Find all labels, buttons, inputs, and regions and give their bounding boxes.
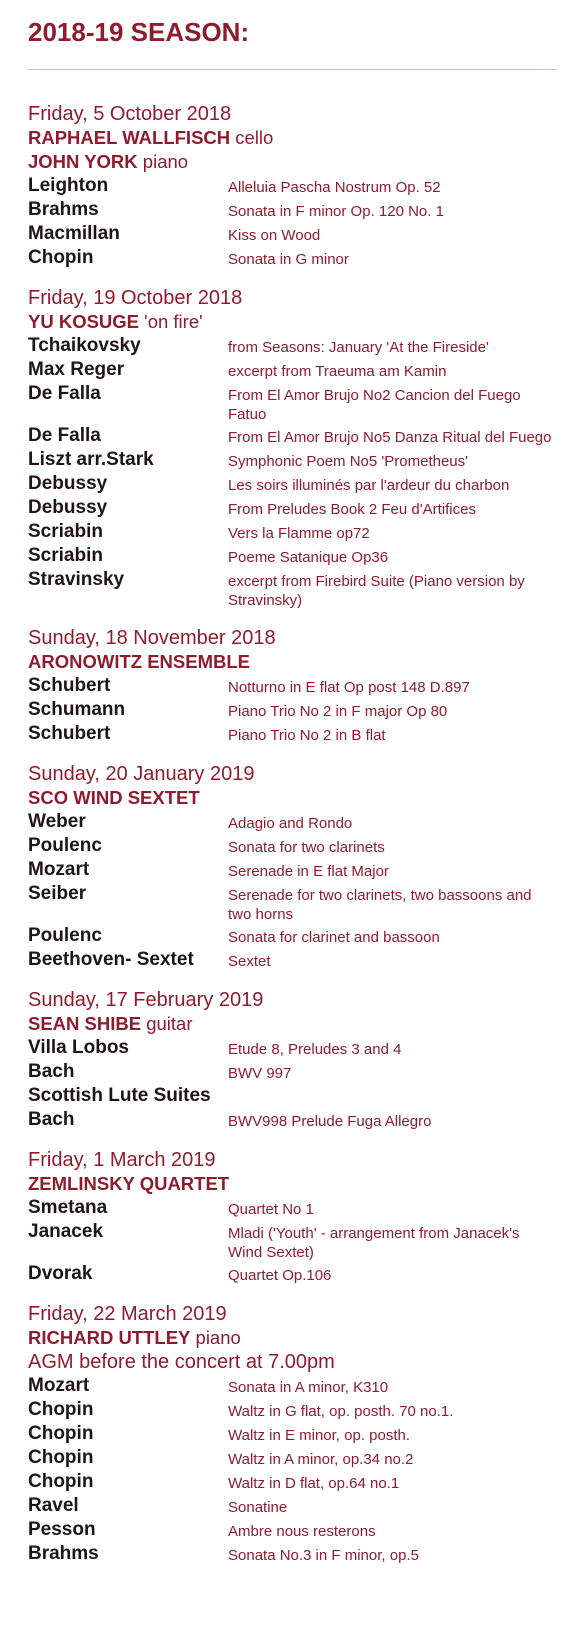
composer-name: Leighton [28, 175, 109, 196]
composer-name: Debussy [28, 497, 108, 518]
composer-name: Stravinsky [28, 569, 125, 590]
work-title: from Seasons: January 'At the Fireside' [228, 339, 489, 356]
concert-event [28, 102, 567, 270]
program-row [28, 1060, 567, 1084]
program-row [28, 882, 567, 924]
work-title: Mladi ('Youth' - arrangement from Janacek's Wind Sextet) [228, 1225, 520, 1261]
performer-name: SEAN SHIBE [28, 1013, 142, 1034]
program-row [28, 1196, 567, 1220]
event-date: Sunday, 20 January 2019 [28, 763, 255, 785]
composer-name: Dvorak [28, 1263, 93, 1284]
composer-name: Beethoven- Sextet [28, 949, 194, 970]
performer-name: RAPHAEL WALLFISCH [28, 127, 231, 148]
program-row [28, 924, 567, 948]
composer-name: Schubert [28, 675, 111, 696]
composer-name: Poulenc [28, 835, 102, 856]
work-title: Waltz in G flat, op. posth. 70 no.1. [228, 1403, 454, 1420]
composer-name: Poulenc [28, 925, 102, 946]
work-title: From El Amor Brujo No5 Danza Ritual del Fuego [228, 429, 552, 446]
work-title: BWV 997 [228, 1065, 292, 1082]
program-row [28, 1036, 567, 1060]
event-date: Sunday, 17 February 2019 [28, 989, 264, 1011]
program-row [28, 472, 567, 496]
work-title: Symphonic Poem No5 'Prometheus' [228, 453, 469, 470]
work-title: Sonata for two clarinets [228, 839, 385, 856]
work-title: Piano Trio No 2 in B flat [228, 727, 386, 744]
performer-name: RICHARD UTTLEY [28, 1327, 191, 1348]
program-row [28, 834, 567, 858]
performer-role: cello [230, 127, 274, 148]
program-row [28, 722, 567, 746]
composer-name: Mozart [28, 1375, 90, 1396]
work-title: Alleluia Pascha Nostrum Op. 52 [228, 179, 441, 196]
work-title: Waltz in D flat, op.64 no.1 [228, 1475, 400, 1492]
event-date: Friday, 19 October 2018 [28, 287, 243, 309]
composer-name: Debussy [28, 473, 108, 494]
composer-name: Janacek [28, 1221, 104, 1242]
program-row [28, 1446, 567, 1470]
program-row [28, 174, 567, 198]
work-title: Sonata in F minor Op. 120 No. 1 [228, 203, 444, 220]
program-row [28, 568, 567, 610]
program-row [28, 1262, 567, 1286]
composer-name: Seiber [28, 883, 87, 904]
performer-name: ARONOWITZ ENSEMBLE [28, 651, 250, 672]
performer-line [28, 126, 567, 150]
performer-name: ZEMLINSKY QUARTET [28, 1173, 230, 1194]
event-date: Friday, 1 March 2019 [28, 1149, 216, 1171]
program-row [28, 698, 567, 722]
composer-name: Ravel [28, 1495, 79, 1516]
program-row [28, 198, 567, 222]
composer-name: Villa Lobos [28, 1037, 130, 1058]
concert-event [28, 1302, 567, 1566]
concert-event [28, 988, 567, 1132]
program-row [28, 674, 567, 698]
program-row [28, 1494, 567, 1518]
performer-name: JOHN YORK [28, 151, 138, 172]
performer-line [28, 310, 567, 334]
composer-name: Bach [28, 1061, 75, 1082]
composer-name: Chopin [28, 247, 94, 268]
concert-event [28, 286, 567, 610]
composer-name: De Falla [28, 425, 101, 446]
program-row [28, 1422, 567, 1446]
program-row [28, 334, 567, 358]
work-title: Serenade in E flat Major [228, 863, 389, 880]
program-row [28, 222, 567, 246]
composer-name: Tchaikovsky [28, 335, 141, 356]
composer-name: Macmillan [28, 223, 120, 244]
program-row [28, 948, 567, 972]
performer-name: YU KOSUGE [28, 311, 140, 332]
work-title [228, 1084, 567, 1088]
program-row [28, 358, 567, 382]
program-row [28, 544, 567, 568]
composer-name: Chopin [28, 1471, 94, 1492]
work-title: Poeme Satanique Op36 [228, 549, 389, 566]
program-row [28, 1518, 567, 1542]
event-date: Friday, 22 March 2019 [28, 1303, 227, 1325]
performer-line [28, 1326, 567, 1350]
composer-name: Chopin [28, 1423, 94, 1444]
event-note: AGM before the concert at 7.00pm [28, 1351, 335, 1373]
composer-name: Pesson [28, 1519, 96, 1540]
work-title: Waltz in A minor, op.34 no.2 [228, 1451, 414, 1468]
composer-name: Liszt arr.Stark [28, 449, 154, 470]
work-title: Sonata in G minor [228, 251, 349, 268]
program-row [28, 520, 567, 544]
composer-name: Scottish Lute Suites [28, 1085, 211, 1106]
performer-role: piano [190, 1327, 241, 1348]
work-title: Quartet No 1 [228, 1201, 314, 1218]
work-title: From Preludes Book 2 Feu d'Artifices [228, 501, 476, 518]
concert-event [28, 762, 567, 972]
event-date: Friday, 5 October 2018 [28, 103, 232, 125]
work-title: Sonatine [228, 1499, 288, 1516]
work-title: excerpt from Firebird Suite (Piano version by Stravinsky) [228, 573, 525, 609]
program-row [28, 448, 567, 472]
event-date: Sunday, 18 November 2018 [28, 627, 276, 649]
composer-name: De Falla [28, 383, 101, 404]
composer-name: Schumann [28, 699, 126, 720]
work-title: From El Amor Brujo No2 Cancion del Fuego Fatuo [228, 387, 521, 423]
program-row [28, 1470, 567, 1494]
performer-role: guitar [141, 1013, 193, 1034]
program-row [28, 424, 567, 448]
work-title: Adagio and Rondo [228, 815, 353, 832]
program-row [28, 1108, 567, 1132]
composer-name: Weber [28, 811, 86, 832]
work-title: Vers la Flamme op72 [228, 525, 370, 542]
composer-name: Scriabin [28, 545, 103, 566]
concert-event [28, 1148, 567, 1286]
composer-name: Bach [28, 1109, 75, 1130]
composer-name: Mozart [28, 859, 90, 880]
program-row [28, 1084, 567, 1108]
event-list [28, 102, 567, 1566]
composer-name: Chopin [28, 1399, 94, 1420]
program-row [28, 1220, 567, 1262]
composer-name: Smetana [28, 1197, 108, 1218]
program-row [28, 382, 567, 424]
program-row [28, 810, 567, 834]
program-row [28, 496, 567, 520]
work-title: Etude 8, Preludes 3 and 4 [228, 1041, 402, 1058]
program-row [28, 1542, 567, 1566]
work-title: Notturno in E flat Op post 148 D.897 [228, 679, 470, 696]
work-title: Quartet Op.106 [228, 1267, 332, 1284]
work-title: Sextet [228, 953, 271, 970]
performer-role: 'on fire' [139, 311, 203, 332]
title-divider [28, 69, 557, 70]
composer-name: Schubert [28, 723, 111, 744]
program-row [28, 1374, 567, 1398]
concert-event [28, 626, 567, 746]
performer-line [28, 1172, 567, 1196]
work-title: Kiss on Wood [228, 227, 321, 244]
composer-name: Brahms [28, 199, 99, 220]
composer-name: Chopin [28, 1447, 94, 1468]
performer-name: SCO WIND SEXTET [28, 787, 200, 808]
composer-name: Scriabin [28, 521, 103, 542]
work-title: Piano Trio No 2 in F major Op 80 [228, 703, 448, 720]
performer-role: piano [137, 151, 189, 172]
performer-line [28, 650, 567, 674]
composer-name: Max Reger [28, 359, 125, 380]
performer-line [28, 1012, 567, 1036]
performer-line [28, 150, 567, 174]
work-title: Ambre nous resterons [228, 1523, 376, 1540]
composer-name: Brahms [28, 1543, 99, 1564]
program-row [28, 1398, 567, 1422]
work-title: Waltz in E minor, op. posth. [228, 1427, 411, 1444]
page-title: 2018-19 SEASON: [28, 17, 250, 47]
work-title: BWV998 Prelude Fuga Allegro [228, 1113, 432, 1130]
work-title: Serenade for two clarinets, two bassoons and two horns [228, 887, 532, 923]
work-title: Sonata for clarinet and bassoon [228, 929, 440, 946]
program-row [28, 246, 567, 270]
performer-line [28, 786, 567, 810]
work-title: Sonata in A minor, K310 [228, 1379, 389, 1396]
program-row [28, 858, 567, 882]
work-title: Sonata No.3 in F minor, op.5 [228, 1547, 419, 1564]
work-title: Les soirs illuminés par l'ardeur du charbon [228, 477, 510, 494]
work-title: excerpt from Traeuma am Kamin [228, 363, 447, 380]
